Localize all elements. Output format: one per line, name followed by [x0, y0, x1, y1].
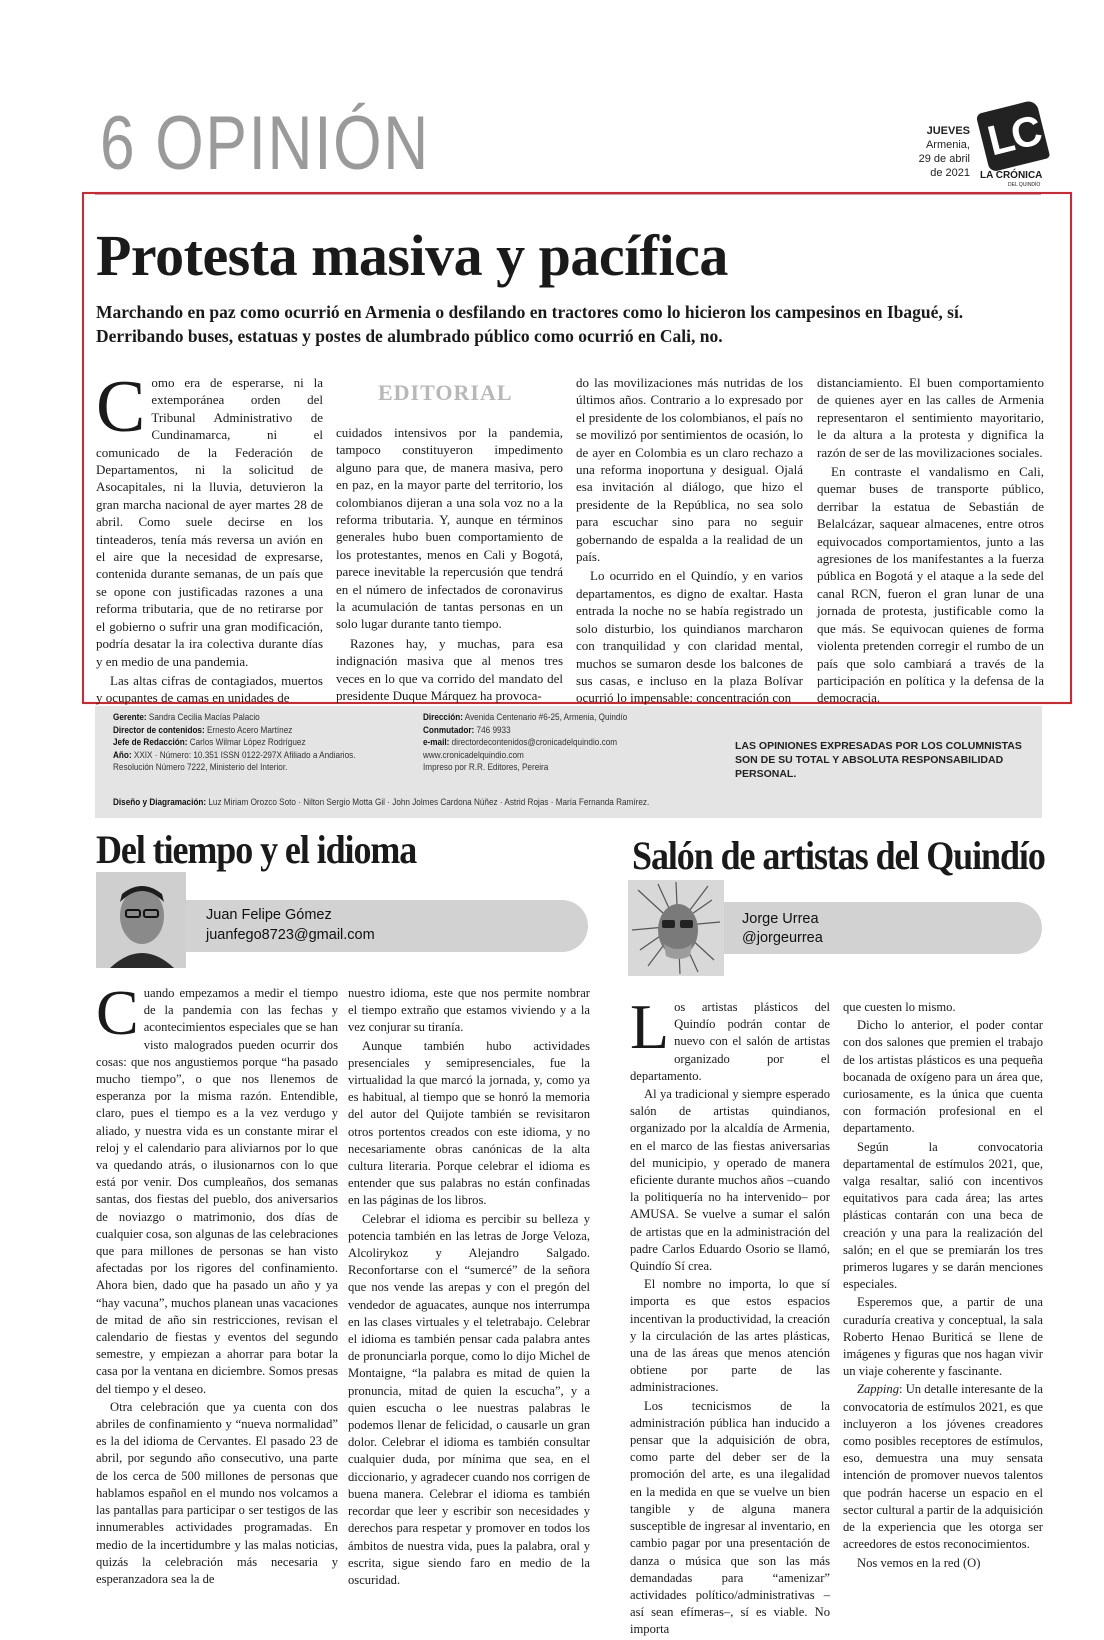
columnist-disclaimer: LAS OPINIONES EXPRESADAS POR LOS COLUMNISTAS SON DE SU TOTAL Y ABSOLUTA RESPONSABILIDAD PERSONAL.: [735, 740, 1022, 780]
logo-subtitle: DEL QUINDÍO: [1008, 182, 1041, 188]
logo-letters: LC: [982, 106, 1045, 165]
drop-cap: L: [630, 991, 670, 1062]
author-handle[interactable]: @jorgeurrea: [742, 930, 823, 946]
masthead-value: Resolución Número 7222, Ministerio del Interior.: [113, 762, 288, 774]
date-date: 29 de abril: [918, 153, 970, 165]
article-paragraph: Aunque también hubo actividades presenciales y semipresenciales, fue la virtualidad la que marcó la jornada, y, como ya es habitual, al tiempo que se honró la memoria del autor del Quijote también se revisitaron otros portentos creados con este idioma, y no necesariamente obras canónicas de la alta cultura literaria. Porque celebrar el idioma es entender que sus palabras no están confinadas en las páginas de los libros.: [348, 1038, 590, 1208]
article-column: [630, 991, 830, 1640]
editorial-paragraph: Las altas cifras de contagiados, muertos y ocupantes de camas en unidades de: [96, 672, 323, 706]
masthead-value: Carlos Wilmar López Rodríguez: [187, 737, 306, 749]
masthead-value: Luz Miriam Orozco Soto · Nilton Sergio Motta Gil · John Jolmes Cardona Núñez · Astrid Rojas · María Fernanda Ramírez.: [206, 797, 650, 808]
author-photo-image: [628, 880, 724, 976]
editorial-paragraph: do las movilizaciones más nutridas de los últimos años. Contrario a lo expresado por el presidente de los colombianos, el país no se movilizó por sentimientos de ocasión, lo de ayer en Colombia es un claro rechazo a una reforma inoportuna y desigual. Ojalá esa invitación al diálogo, que hizo el presidente de la República, no sea solo para escuchar sino para no seguir gobernando de espalda a la realidad de un país.: [576, 375, 803, 565]
logo-name: LA CRÓNICA: [980, 170, 1043, 181]
masthead-value: www.cronicadelquindio.com: [423, 749, 524, 761]
article-column: [348, 985, 590, 1590]
section-number: 6: [100, 101, 137, 186]
masthead-line: [423, 737, 617, 750]
editorial-kicker: EDITORIAL: [378, 380, 513, 405]
article-paragraph: [843, 1381, 1043, 1553]
article-paragraph: [96, 977, 338, 1398]
author-photo: [96, 872, 186, 968]
drop-cap: C: [96, 977, 139, 1048]
article-paragraph: Esperemos que, a partir de una curaduría creativa y conceptual, la sala Roberto Henao Buriticá se llene de imágenes y figuras que nos hagan vivir un viaje coherente y fascinante.: [843, 1295, 1043, 1379]
logo-mark: [976, 99, 1051, 172]
masthead-label: Diseño y Diagramación:: [113, 797, 207, 808]
masthead-line: [423, 762, 548, 775]
section-name: OPINIÓN: [155, 101, 430, 186]
masthead-label: Director de contenidos:: [113, 724, 205, 736]
article-paragraph: Según la convocatoria departamental de estímulos 2021, que, valga resaltar, salió con incentivos equitativos para cada área; las artes plásticas contarán con una beca de creación y una para la realización del salón; en el que se premiarán los tres primeros lugares y se darán menciones especiales.: [843, 1139, 1043, 1292]
masthead-design-line: [113, 797, 649, 810]
editorial-paragraph: En contraste el vandalismo en Cali, quemar buses de transporte público, derribar la estatua de Sebastián de Belalcázar, saquear almacenes, entre otros equivocados comportamientos, junto a las agresiones de los manifestantes a la fuerza pública en Bogotá y el ataque a la sede del canal RCN, fueron el gran lunar de una jornada de protesta, justificable como la que más. Se equivocan quienes de forma violenta pretenden corregir el rumbo de un país que solo cambiará a través de la participación en política y la defensa de la democracia.: [817, 464, 1044, 706]
masthead-line: [423, 712, 627, 725]
masthead-label: e-mail:: [423, 737, 450, 749]
editorial-paragraph: Razones hay, y muchas, para esa indignación masiva que al menos tres veces en lo que va corrido del mandato del presidente Duque Márquez ha provoca-: [336, 635, 563, 704]
editorial-paragraph: cuidados intensivos por la pandemia, tampoco constituyeron impedimento alguno para que, de manera masiva, pero en paz, en la mayor parte del territorio, los colombianos dijeran a una sola voz no a la reforma tributaria. Y, aunque en términos generales hubo buen comportamiento de los protestantes, menos en Cali y Bogotá, parece inevitable la repercusión que tendrá en el número de infectados de coronavirus la acumulación de tantas personas en un solo lugar durante tanto tiempo.: [336, 425, 563, 632]
article-paragraph: Nos vemos en la red (O): [857, 1555, 981, 1570]
masthead-value: Sandra Cecilia Macías Palacio: [146, 712, 260, 723]
paragraph-text: : Un detalle interesante de la convocatoria de estímulos 2021, es que incluyeron a los jóvenes creadores como posibles receptores de estímulos, eso, demuestra una muy sensata intención de promover nuevos talentos que podrán hacerse un espacio en el sector cultural a partir de la adquisición de la experiencia que les otorga ser acreedores de estos reconocimientos.: [843, 1382, 1043, 1552]
article-column: [843, 999, 1043, 1573]
section-header: [100, 100, 430, 187]
editorial-lead: Marchando en paz como ocurrió en Armenia o desfilando en tractores como lo hicieron los campesinos en Ibagué, sí. Derribando buses, estatuas y postes de alumbrado público como ocurrió en Cali, no.: [96, 302, 964, 346]
masthead-value: 746 9933: [474, 724, 511, 736]
masthead-label: Dirección:: [423, 712, 463, 723]
article-paragraph: que cuesten lo mismo.: [843, 1000, 956, 1014]
article-paragraph: Los tecnicismos de la administración pública han inducido a pensar que la adquisición de obra, como parte del deber ser de la promoción del arte, es una ilegalidad en la medida en que se vuelve un bien tangible y de alguna manera susceptible de ingresar al inventario, en cambio pagar por una presentación de danza o música que son las más demandadas para “amenizar” actividades político/administrativas –así sean efímeras–, sí es viable. No importa: [630, 1398, 830, 1637]
editorial-column-3: [576, 374, 803, 709]
date-block: [880, 124, 970, 180]
paragraph-text: uando empezamos a medir el tiempo de la pandemia con las fechas y acontecimientos especiales que se han visto malogrados pueden ocurrir dos cosas: que nos angustiemos porque “ha pasado mucho tiempo”, o que nos llenemos de esperanza por la misma razón. Entendible, claro, pues el tiempo es a la vez verdugo y aliado, y nuestra vida es un constante mirar el reloj y el calendario para aliviarnos por lo que va quedando atrás, o ilusionarnos con lo que está por venir. Dos cumpleaños, dos semanas santas, dos fiestas del pueblo, dos aniversarios de noviazgo o matrimonio, dos días de cualquier cosa, son algunas de las celebraciones que para millones de personas se han visto afectadas por los rigores del confinamiento. Ahora bien, dado que ha pasado un año y ya “hay vacuna”, muchos planean unas vacaciones de mitad de año sin restricciones, revisan el calendario de fiestas y eventos del segundo semestre, y empiezan a ahorrar para botar la casa por la ventana en diciembre. Somos presas del tiempo y el deseo.: [96, 986, 338, 1396]
newspaper-logo: [980, 106, 1054, 188]
article-column: [96, 977, 338, 1589]
masthead-box: [95, 706, 1042, 818]
editorial-column-1: [96, 366, 323, 709]
masthead-line: [423, 725, 511, 738]
zapping-label: Zapping: [857, 1382, 899, 1397]
masthead-value: XXIX · Número: 10.351 ISSN 0122-297X Afiliado a Andiarios.: [131, 749, 356, 761]
author-photo: [628, 880, 724, 976]
article-paragraph: El nombre no importa, lo que sí importa es que estos espacios incentivan la productividad, la creación y la circulación de las artes plásticas, una de las áreas que menos atención obtiene por parte de las administraciones.: [630, 1277, 830, 1395]
editorial-paragraph: distanciamiento. El buen comportamiento de quienes ayer en las calles de Armenia representaron el sentimiento mayoritario, le da altura a la protesta y dignifica la razón de ser de las movilizaciones sociales.: [817, 375, 1044, 460]
paragraph-text: omo era de esperarse, ni la extemporánea orden del Tribunal Administrativo de Cundinamarca, ni el comunicado de la Federación de Departamentos, ni la solicitud de Asocapitales, ni la lluvia, detuvieron la gran marcha nacional de ayer martes 28 de abril. Como suele decirse en los tinteaderos, tenía más reversa un avión en el aire que la necesidad de expresarse, contenida durante semanas, de un país que se opone con justificadas razones a una reforma tributaria, que de no retirarse por el gobierno o sufrir una gran modificación, podría desatar la ira colectiva durante días y en medio de una pandemia.: [96, 375, 323, 669]
author-name: Juan Felipe Gómez: [206, 907, 332, 923]
masthead-line: [113, 750, 356, 763]
masthead-label: Conmutador:: [423, 724, 475, 736]
article-paragraph: Al ya tradicional y siempre esperado salón de artistas quindianos, organizado por la alcaldía de Armenia, en el marco de las fiestas aniversarias del municipio, y operado de manera eficiente durante muchos años –cuando la politiquería no ha intervenido– por AMUSA. Se vuelve a sumar el salón de artistas que en la administración del padre Carlos Eduardo Osorio se llamó, Quindío Sí crea.: [630, 1087, 830, 1274]
date-city: Armenia,: [925, 139, 970, 151]
article-paragraph: [630, 991, 830, 1085]
masthead-label: Año:: [113, 749, 132, 761]
masthead-line: [113, 737, 306, 750]
masthead-line: [423, 750, 524, 763]
date-year: de 2021: [930, 167, 970, 179]
editorial-paragraph: [96, 366, 323, 670]
article-paragraph: nuestro idioma, este que nos permite nombrar el tiempo extraño que estamos viviendo y a la vez conjurar su tiranía.: [348, 986, 590, 1035]
author-name: Jorge Urrea: [742, 911, 819, 927]
column-title: Del tiempo y el idioma: [96, 827, 417, 872]
masthead-value: Ernesto Acero Martínez: [204, 724, 293, 736]
masthead-value: directordecontenidos@cronicadelquindio.com: [449, 737, 618, 749]
article-paragraph: Otra celebración que ya cuenta con dos abriles de confinamiento y “nueva normalidad” es la del idioma de Cervantes. El pasado 23 de abril, por segundo año consecutivo, una parte de los cerca de 500 millones de personas que hablamos español en el mundo nos volcamos a las pantallas para participar o ser testigos de las innumerables actividades programadas. En medio de la incertidumbre y las malas noticias, quizás la celebración más necesaria y esperanzadora sea la de: [96, 1399, 338, 1586]
masthead-line: [113, 762, 287, 775]
masthead-value: Avenida Centenario #6-25, Armenia, Quindío: [462, 712, 628, 723]
editorial-paragraph: Lo ocurrido en el Quindío, y en varios departamentos, es digno de exaltar. Hasta entrada la noche no se había registrado un solo disturbio, los quindianos marcharon con tranquilidad y con claridad mental, muchos se sumaron desde los balcones de sus casas, e incluso en la plaza Bolívar ocurrió lo impensable: concentración con: [576, 568, 803, 706]
masthead-line: [113, 712, 260, 725]
column-title: Salón de artistas del Quindío: [632, 833, 1045, 878]
date-day: JUEVES: [926, 125, 970, 137]
article-paragraph: Celebrar el idioma es percibir su belleza y potencia también en las letras de Jorge Veloza, Alcolirykoz y Alejandro Salgado. Reconfortarse con el “sumercé” de la señora que nos vende las arepas y con el pregón del vendedor de aguacates, aunque nos interrumpa en las clases virtuales y el teletrabajo. Celebrar el idioma es también pensar cada palabra antes de pronunciarla porque, como lo dijo Michel de Montaigne, “la palabra es mitad de quien la pronuncia, mitad de quien la escucha”, y a quien escucha o lee nuestras palabras le podemos llenar de felicidad, o causarle un gran dolor. Celebrar el idioma es también consultar cualquier duda, por mínima que sea, en el diccionario, y agradecer cuando nos corrigen de buena manera. Celebrar el idioma es también recordar que leer y escribir son necesidades y derechos para respetar y promover en todos los ámbitos de nuestra vida, pues la palabra, oral y escrita, sigue siendo faro en medio de la oscuridad.: [348, 1211, 590, 1587]
masthead-value: Impreso por R.R. Editores, Pereira: [423, 762, 549, 774]
drop-cap: C: [96, 366, 146, 448]
masthead-label: Jefe de Redacción:: [113, 737, 188, 749]
author-email[interactable]: juanfego8723@gmail.com: [206, 927, 375, 943]
paragraph-text: os artistas plásticos del Quindío podrán contar de nuevo con el salón de artistas organizado por el departamento.: [630, 1000, 830, 1083]
editorial-column-4: [817, 374, 1044, 709]
editorial-title: Protesta masiva y pacífica: [96, 223, 728, 288]
masthead-line: [113, 725, 292, 738]
article-paragraph: Dicho lo anterior, el poder contar con dos salones que premien el trabajo de los artistas plásticos es una pequeña bocanada de oxígeno para un área que, curiosamente, es la única que cuenta con formación profesional en el departamento.: [843, 1018, 1043, 1136]
author-photo-image: [96, 872, 186, 968]
masthead-label: Gerente:: [113, 712, 147, 723]
editorial-column-2: [336, 424, 563, 707]
